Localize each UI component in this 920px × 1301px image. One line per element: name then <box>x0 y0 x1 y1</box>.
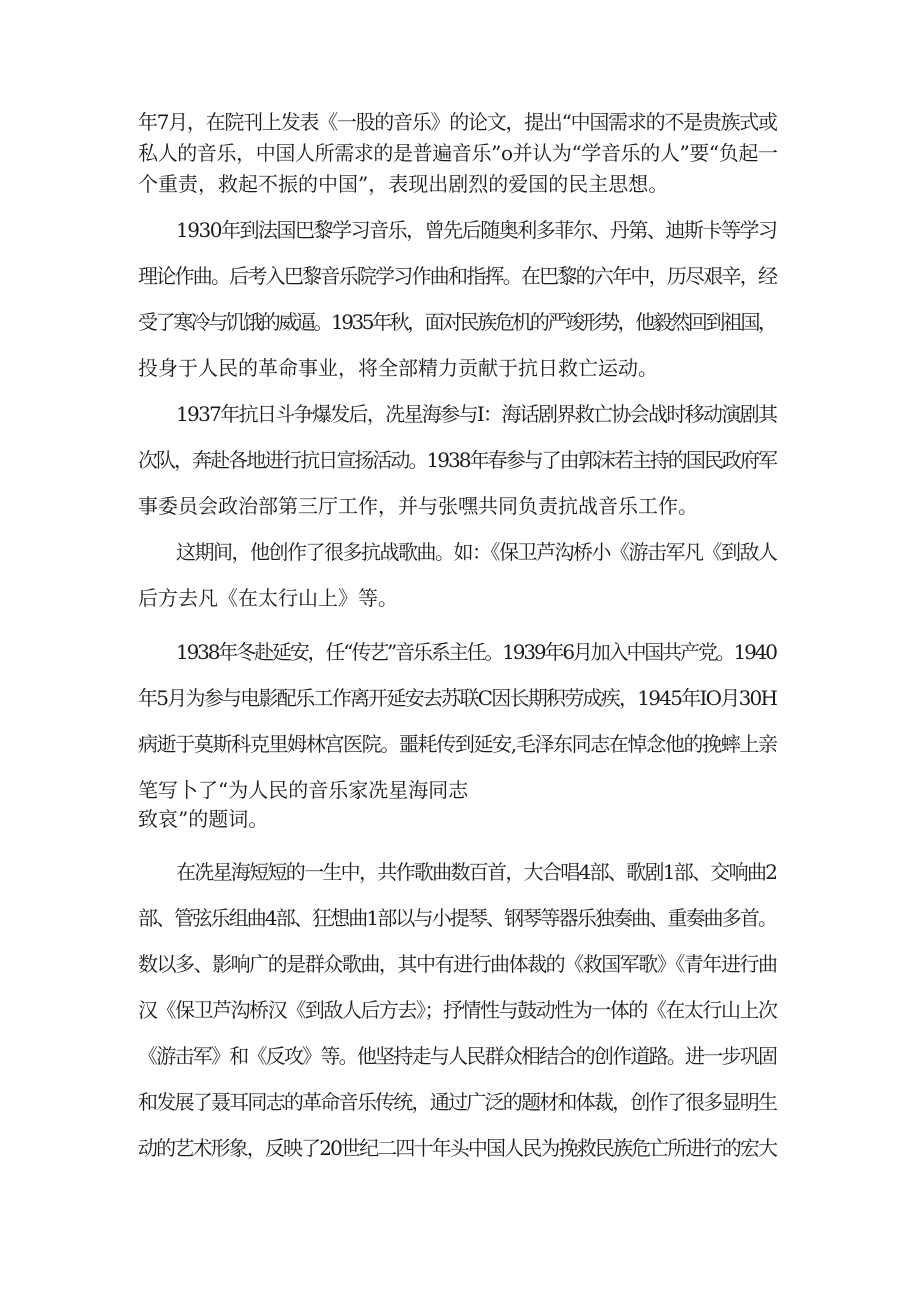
text-line: 1937年抗日斗争爆发后，冼星海参与I：海话剧界救亡协会战时移动演剧其 <box>176 402 777 426</box>
text-line: 年5月为参与电影配乐工作离开延安去苏联C因长期积劳成疾，1945年IO月30H <box>138 686 777 710</box>
text-line: 笔写卜了“为人民的音乐家冼星海同志 <box>138 778 469 802</box>
text-line: 1938年冬赴延安，任“传艺”音乐系主任。1939年6月加入中国共产党。1940 <box>176 640 776 664</box>
text-line: 《游击军》和《反攻》等。他坚持走与人民群众相结合的创作道路。进一步巩固 <box>138 1044 777 1068</box>
text-line: 次队，奔赴各地进行抗日宣扬活动。1938年春参与了由郭沫若主持的国民政府军 <box>138 448 777 472</box>
text-line: 受了寒冷与饥饿的威逼。1935年秋，面对民族危机的严竣形势，他毅然回到祖国， <box>138 310 776 334</box>
text-line: 1930年到法国巴黎学习音乐，曾先后随奥利多菲尔、丹第、迪斯卡等学习 <box>176 218 777 242</box>
text-line: 致哀”的题词。 <box>138 807 269 831</box>
text-line: 和发展了聂耳同志的革命音乐传统，通过广泛的题材和体裁，创作了很多显明生 <box>138 1090 777 1114</box>
text-line: 部、管弦乐组曲4部、狂想曲1部以与小提琴、钢琴等器乐独奏曲、重奏曲多首。 <box>138 906 777 930</box>
text-line: 病逝于莫斯科克里姆林宫医院。噩耗传到延安,毛泽东同志在悼念他的挽蟀上亲 <box>138 732 777 756</box>
text-line: 在冼星海短短的一生中，共作歌曲数百首，大合唱4部、歌剧1部、交响曲2 <box>176 860 777 884</box>
text-line: 这期间，他创作了很多抗战歌曲。如：《保卫芦沟桥小《游击军凡《到敌人 <box>176 540 777 564</box>
text-line: 个重责，救起不振的中国”，表现出剧烈的爱国的民主思想。 <box>138 172 669 196</box>
text-line: 年7月，在院刊上发表《一股的音乐》的论文，提出“中国需求的不是贵族式或 <box>138 110 777 134</box>
text-line: 私人的音乐，中国人所需求的是普遍音乐”o并认为“学音乐的人”要“负起一 <box>138 141 778 165</box>
text-line: 动的艺术形象，反映了20世纪二四十年头中国人民为挽救民族危亡所进行的宏大 <box>138 1136 777 1160</box>
text-line: 理论作曲。后考入巴黎音乐院学习作曲和指挥。在巴黎的六年中，历尽艰辛，经 <box>138 264 777 288</box>
text-line: 汉《保卫芦沟桥汉《到敌人后方去》；抒情性与鼓动性为一体的《在太行山上次 <box>138 998 777 1022</box>
text-line: 数以多、影响广的是群众歌曲，其中有进行曲体裁的《救国军歌》《青年进行曲 <box>138 952 777 976</box>
text-line: 后方去凡《在太行山上》等。 <box>138 586 398 610</box>
text-line: 事委员会政治部第三厅工作，并与张嘿共同负责抗战音乐工作。 <box>138 494 698 518</box>
text-line: 投身于人民的革命事业，将全部精力贡献于抗日救亡运动。 <box>138 356 658 380</box>
